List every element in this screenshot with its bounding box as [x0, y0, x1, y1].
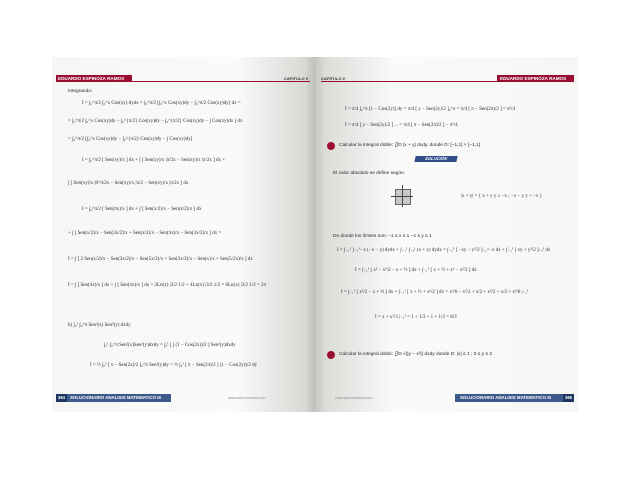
integrando-label: Integrando: [68, 89, 93, 94]
abs-value-label: El valor absoluto se define según: [333, 171, 406, 176]
open-book-spread [52, 57, 578, 412]
math-line: I = ∫ [ Sen(πx)/x ] dx + ∫ [ Sen(πx)/x ] dx = 2Ln(x) |3/2 1/2 + 4Ln(x) |3/2 1/2 = 6Ln(x) |3/2 1/2 = 2π [68, 283, 266, 288]
math-line: + ∫ [ Sen(x/2)/x − Sen(3x/2)/x + Sen(x/2)/x − Sen(πx)/x − Sen(3x/2)/x ] dx = [68, 231, 222, 236]
math-line: I = ∫₋₁¹ ∫₋₁^−x (−x − y) dydx + ∫₋₁¹ ∫₋ₓ¹ (x + y) dydx = ∫₋₁¹ [ −xy − y²/2 ]₋₁^−x dx + ∫₋₁¹ [ xy + y²/2 ]₋ₓ¹ dx [337, 248, 551, 253]
piecewise-definition: |x + y| = { x + y y ≥ −x ; −x − y y < −x } [461, 194, 542, 199]
math-line: I = ∫₋₁¹ [ x² − x²/2 − x + ½ ] dx + ∫₋₁¹ [ x + ½ + x² − x²/2 ] dx [355, 268, 477, 273]
math-line: I = π/4 ∫₀^π [1 − Cos(2y)] dy = π/4 [ y − Sen(2y)/2 ]₀^π = π/4 [ π − Sen(2π)/2 ] = π²/4 [345, 107, 515, 112]
math-line: I = ∫ [ 2 Sen(x/2)/x − Sen(3x/2)/x − Sen(5x/2)/x + Sen(3x/2)/x − Sen(x)/x + Sen(5/2x)/x ] dx [68, 257, 253, 262]
left-footer-url: www.solucionarios.com [228, 396, 266, 400]
math-line: = ∫₀^π/2 [∫₀^x Cos(xy)dy − ∫₀^{π/2} Cos(xy)dy − ∫ Cos(xy)dy] [68, 137, 193, 142]
right-footer-url: www.solucionarios.com [335, 396, 373, 400]
right-header-chapter: CAPITULO V [321, 76, 346, 81]
problem-b-statement: b) ∫₀¹ ∫₀^π Sen²(x) Sen²(y) dxdy [68, 323, 131, 328]
left-page [52, 57, 315, 412]
left-footer-title: SOLUCIONARIO ANALISIS MATEMATICO III [70, 395, 161, 400]
problem-6-statement: Calcular la integral doble: ∬D |x + y| dxdy, donde D: [−1,1] × [−1,1] [339, 143, 481, 148]
math-line: = ∫₀^π/2 ∫₀^x Cos(xy)dy − ∫₀^{π/2} Cos(xy)dy − ∫₀^{π/2} Cos(xy)dy − ∫ Cos(xy)dx ] dx [68, 119, 243, 124]
math-line: I = π/4 [ y − Sen(2y)/2 ] ... = π/4 [ π − Sen(2π)/2 ] − π²/4 [345, 123, 458, 128]
right-header-author: EDUARDO ESPINOZA RAMOS [500, 76, 567, 81]
math-line: I = ∫₀^π/2 [ Sen(πx)/x ] dx + ∫ [ Sen(x/2)/x − Sen(x/2)/x ] dx [82, 207, 202, 212]
math-line: I = ½ ∫₀¹ [ x − Sen(2x)/2 ]₀^π Sen²(y)dy = ½ ∫₀¹ [ π − Sen(2π)/2 ] (1 − Cos(2y))/2 dy [90, 363, 258, 368]
math-line: ∫₀¹ ∫₀^π Sen²(x)Sen²(y)dxdy = ∫₀¹ [ ∫ (1 − Cos(2x))/2 ] Sen²(y)dxdy [104, 343, 236, 348]
math-line: ∫ [ Sen(xy)/x |0^π/2x − Sen(xy)/x |π/2 − Sen(xy)/x |π/2x ] dx [68, 181, 189, 186]
right-footer-title: SOLUCIONARIO ANALISIS MATEMATICO III [460, 395, 551, 400]
problem-7-bullet [327, 351, 335, 359]
right-page [315, 57, 578, 412]
math-line: I = ∫₀^π/2 ∫₀^x Cos(xy) dydx = ∫₀^π/2 [∫₀^x Cos(xy)dy − ∫₀^π/2 Cos(xy)dy] dx = [82, 101, 241, 106]
right-page-number: 365 [565, 395, 572, 400]
y-axis [402, 185, 403, 207]
math-line: I = ∫₋₁¹ [ x²/2 − x + ½ ] dx + ∫₋₁¹ [ x + ½ + x²/2 ] dx = x³/6 − x²/2 + x/2 + x²/2 + x/2 + x³/6 |₋₁¹ [341, 290, 529, 295]
problem-7-statement: Calcular la integral doble: ∬D √(|y − x²|) dxdy donde D: |x| ≤ 1 ; 0 ≤ y ≤ 2 [339, 352, 493, 357]
region-square-graph [391, 185, 413, 207]
left-page-number: 364 [58, 395, 65, 400]
limits-label: De donde los límites son: −1 ≤ x ≤ 1 −1 ≤ y ≤ 1 [333, 234, 432, 239]
solution-banner: SOLUCIÓN [414, 156, 457, 162]
math-line: I = ∫₀^π/2 [ Sen(xy)/x ] dx + ∫ [ Sen(xy)/x |π/2x − Sen(xy)/x |π/2x ] dx + [82, 158, 226, 163]
left-header-chapter: CAPITULO V [284, 76, 309, 81]
left-header-author: EDUARDO ESPINOZA RAMOS [58, 76, 125, 81]
math-line: I = x + x³/3 |₋₁¹ = 1 + 1/3 + 1 + 1/3 = 8/3 [375, 315, 457, 320]
region-square [395, 189, 411, 205]
problem-6-bullet [327, 142, 335, 150]
right-header-rule [321, 81, 497, 82]
